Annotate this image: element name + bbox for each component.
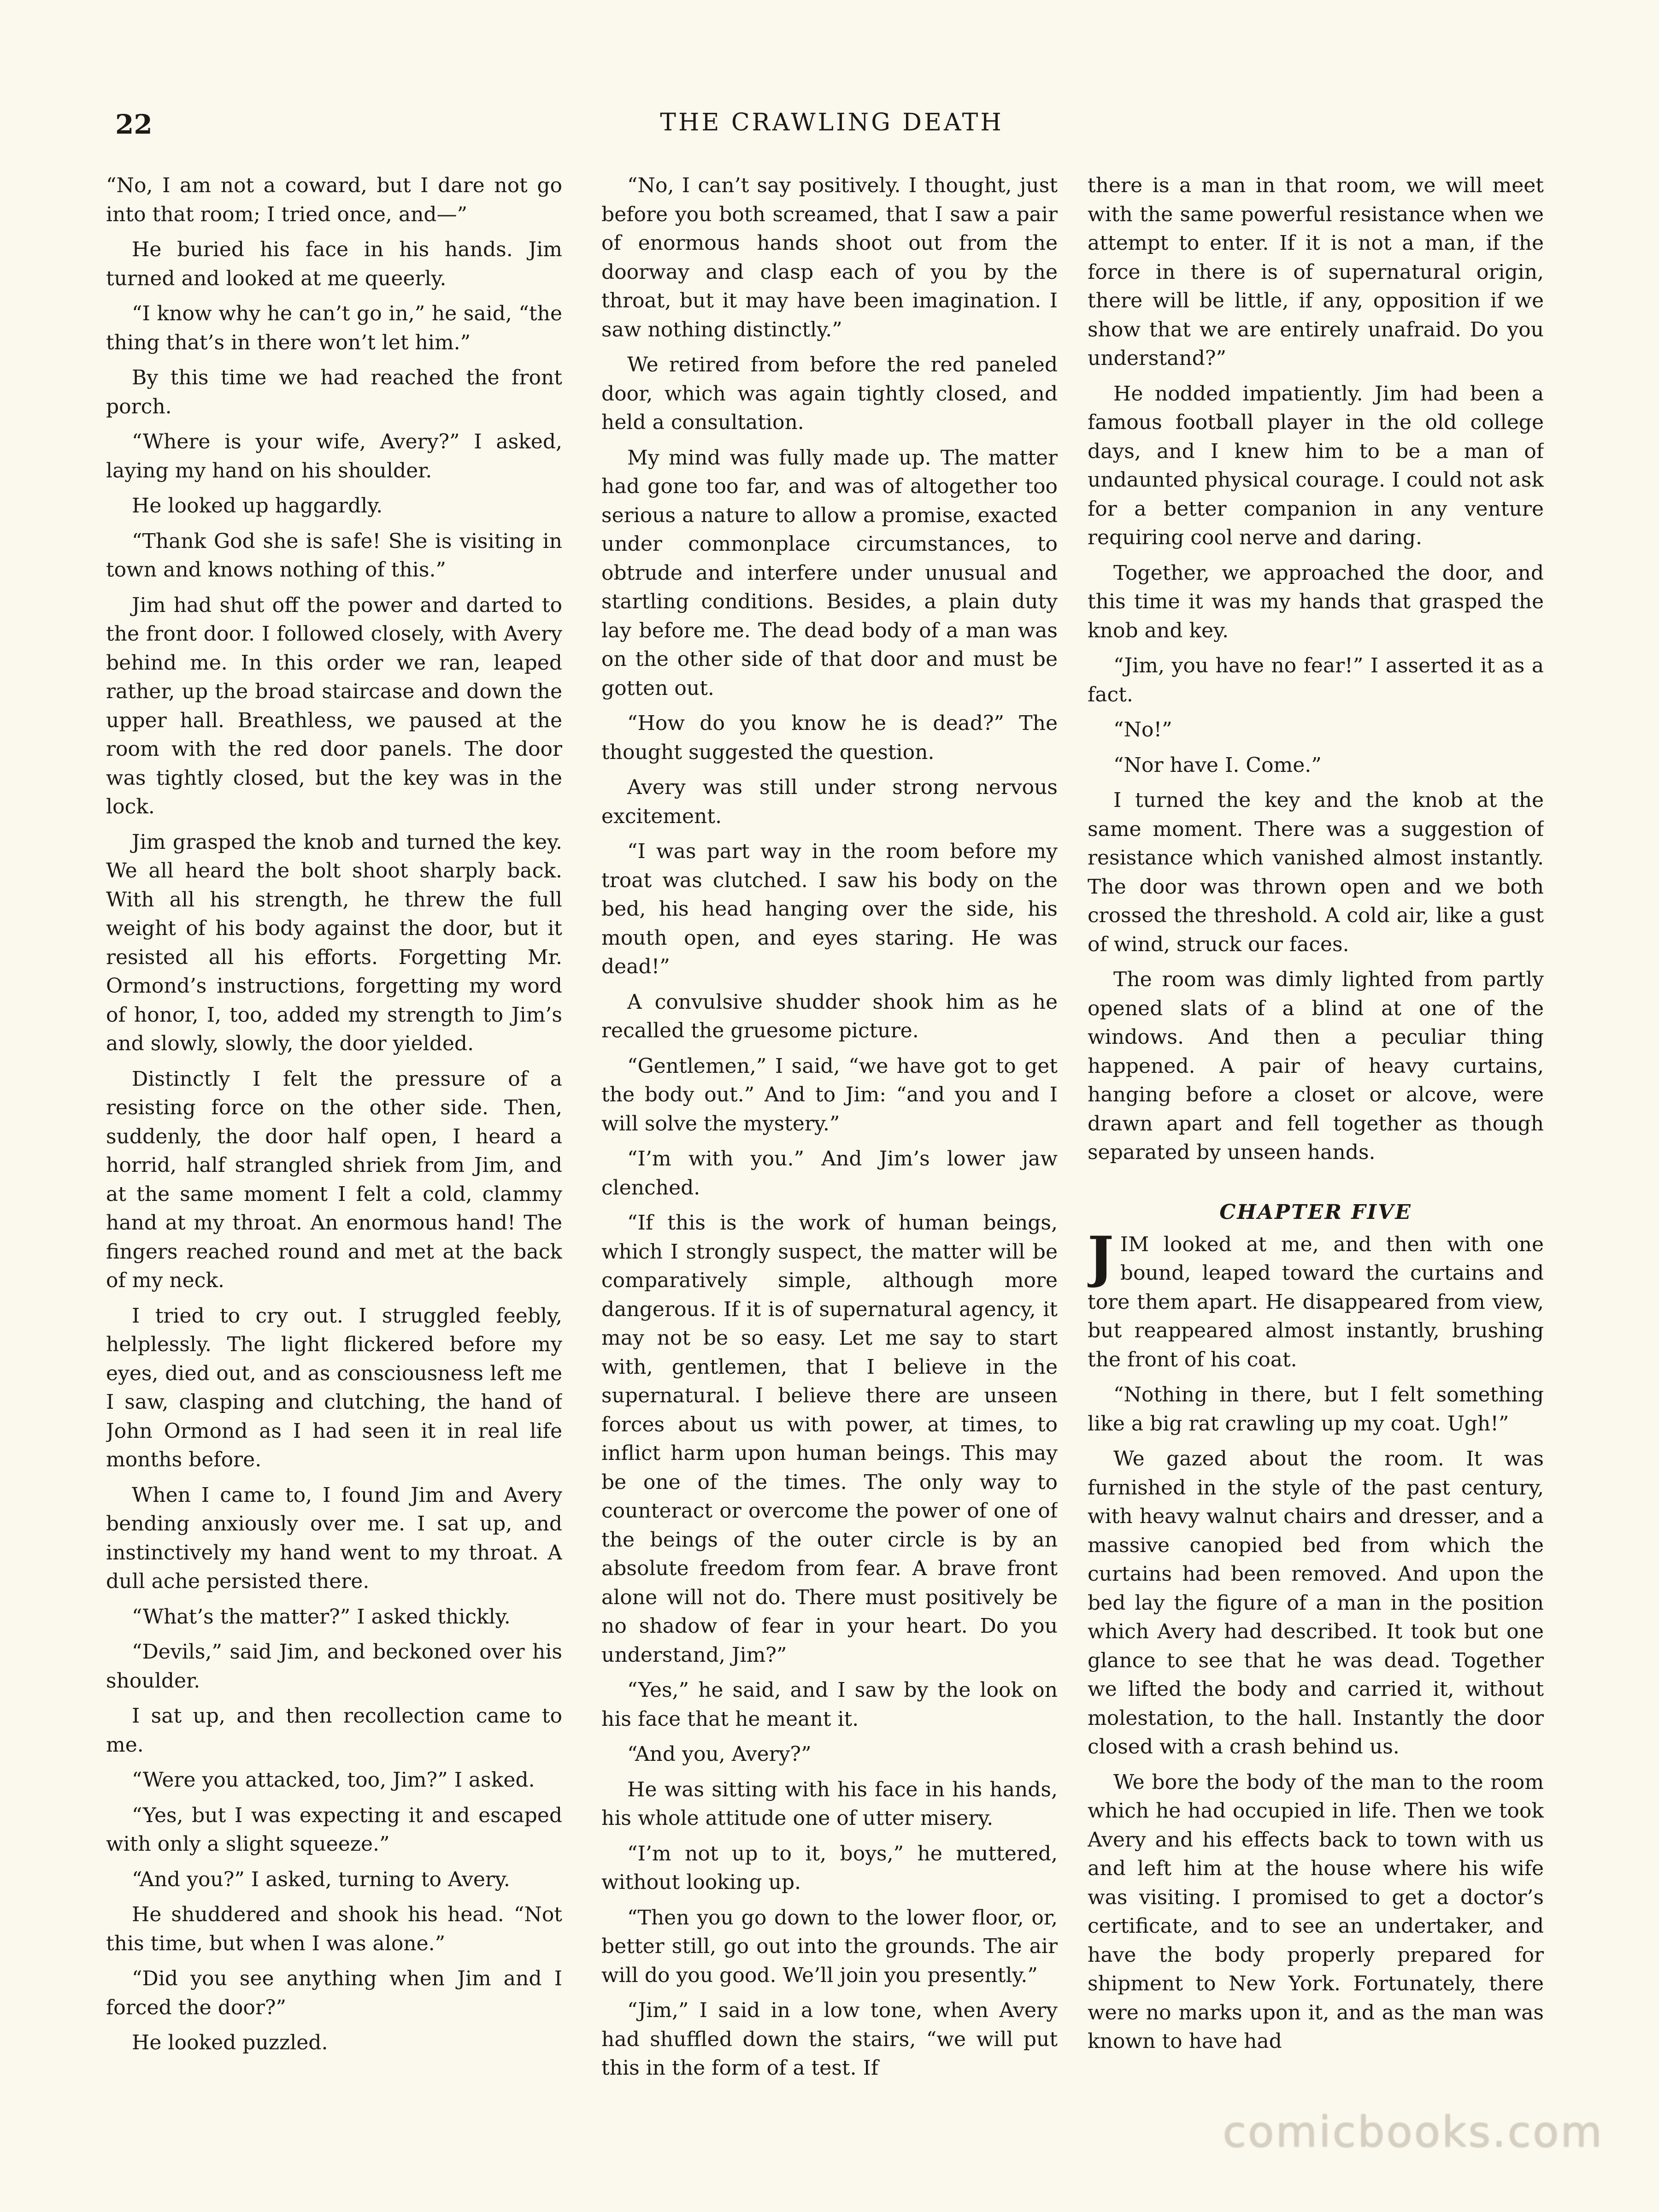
paragraph: Jim had shut off the power and darted to the front door. I followed closely, with Avery behind me. In this order we ran, leaped rather, up the broad staircase and down the upper hall. Breathless, we paused at the room with the red door panels. The door was tightly closed, but the key was in the lock. bbox=[106, 593, 562, 818]
paragraph: “Jim,” I said in a low tone, when Avery had shuffled down the stairs, “we will put this in the form of a test. If bbox=[601, 1999, 1058, 2080]
paragraph: “How do you know he is dead?” The thought suggested the question. bbox=[601, 712, 1058, 764]
paragraph: My mind was fully made up. The matter had gone too far, and was of altogether too serious a nature to allow a promise, exacted under commonplace circumstances, to obtrude and interfere under unusual and startling conditions. Besides, a plain duty lay before me. The dead body of a man was on the other side of that door and must be gotten out. bbox=[601, 446, 1058, 700]
paragraph: “And you?” I asked, turning to Avery. bbox=[132, 1867, 510, 1891]
paragraph: “Gentlemen,” I said, “we have got to get the body out.” And to Jim: “and you and I will solve the mystery.” bbox=[601, 1054, 1058, 1135]
paragraph: “What’s the matter?” I asked thickly. bbox=[132, 1605, 511, 1629]
page-header bbox=[115, 109, 1548, 150]
paragraph: “Where is your wife, Avery?” I asked, laying my hand on his shoulder. bbox=[106, 430, 562, 482]
paragraph: “And you, Avery?” bbox=[627, 1742, 812, 1766]
paragraph: I tried to cry out. I struggled feebly, helplessly. The light flickered before my eyes, died out, and as consciousness left me I saw, clasping and clutching, the hand of John Ormond as I had seen it in real life months before. bbox=[106, 1304, 562, 1471]
text-column-1 bbox=[106, 171, 562, 2102]
chapter-opening-paragraph bbox=[1088, 1224, 1544, 1375]
paragraph: “Yes, but I was expecting it and escaped with only a slight squeeze.” bbox=[106, 1803, 562, 1856]
paragraph: “Nothing in there, but I felt something like a big rat crawling up my coat. Ugh!” bbox=[1088, 1383, 1544, 1435]
paragraph: “Jim, you have no fear!” I asserted it as a fact. bbox=[1088, 654, 1544, 706]
paragraph: I sat up, and then recollection came to me. bbox=[106, 1704, 562, 1757]
paragraph: We gazed about the room. It was furnished in the style of the past century, with heavy walnut chairs and dresser, and a massive canopied bed from which the curtains had been removed. And upon the bed lay the figure of a man in the position which Avery had described. It took but one glance to see that he was dead. Together we lifted the body and carried it, without molestation, to the hall. Instantly the door closed with a crash behind us. bbox=[1088, 1447, 1544, 1759]
paragraph: “Yes,” he said, and I saw by the look on his face that he meant it. bbox=[601, 1678, 1058, 1731]
paragraph: Distinctly I felt the pressure of a resisting force on the other side. Then, suddenly, the door half open, I heard a horrid, half strangled shriek from Jim, and at the same moment I felt a cold, clammy hand at my throat. An enormous hand! The fingers reached round and met at the back of my neck. bbox=[106, 1067, 562, 1292]
paragraph: When I came to, I found Jim and Avery bending anxiously over me. I sat up, and instinctively my hand went to my throat. A dull ache persisted there. bbox=[106, 1483, 562, 1593]
text-column-3 bbox=[1088, 171, 1544, 2102]
paragraph: A convulsive shudder shook him as he recalled the gruesome picture. bbox=[601, 990, 1058, 1042]
paragraph: “Thank God she is safe! She is visiting in town and knows nothing of this.” bbox=[106, 529, 562, 582]
paragraph: “Then you go down to the lower floor, or, better still, go out into the grounds. The air will do you good. We’ll join you presently.” bbox=[601, 1906, 1058, 1987]
page-number: 22 bbox=[115, 109, 153, 140]
paragraph: “I’m not up to it, boys,” he muttered, without looking up. bbox=[601, 1841, 1058, 1894]
paragraph: “Devils,” said Jim, and beckoned over his shoulder. bbox=[106, 1640, 562, 1693]
paragraph: “I know why he can’t go in,” he said, “the thing that’s in there won’t let him.” bbox=[106, 302, 562, 354]
paragraph: He shuddered and shook his head. “Not this time, but when I was alone.” bbox=[106, 1903, 562, 1955]
paragraph: “Nor have I. Come.” bbox=[1113, 753, 1322, 777]
paragraph: Avery was still under strong nervous excitement. bbox=[601, 776, 1058, 828]
paragraph: He was sitting with his face in his hands, his whole attitude one of utter misery. bbox=[601, 1777, 1058, 1830]
paragraph: “No!” bbox=[1113, 718, 1172, 741]
chapter-opening-text: IM looked at me, and then with one bound, leaped toward the curtains and tore them apart. He disappeared from view, but reappeared almost instantly, brushing the front of his coat. bbox=[1088, 1232, 1544, 1371]
paragraph: there is a man in that room, we will meet with the same powerful resistance when we attempt to enter. If it is not a man, if the force in there is of supernatural origin, there will be little, if any, opposition if we show that we are entirely unafraid. Do you understand?” bbox=[1088, 174, 1544, 370]
paragraph: The room was dimly lighted from partly opened slats of a blind at one of the windows. And then a peculiar thing happened. A pair of heavy curtains, hanging before a closet or alcove, were drawn apart and fell together as though separated by unseen hands. bbox=[1088, 968, 1544, 1164]
paragraph: We bore the body of the man to the room which he had occupied in life. Then we took Avery and his effects back to town with us and left him at the house where his wife was visiting. I promised to get a doctor’s certificate, and to see an undertaker, and have the body properly prepared for shipment to New York. Fortunately, there were no marks upon it, and as the man was known to have had bbox=[1088, 1770, 1544, 2053]
paragraph: He buried his face in his hands. Jim turned and looked at me queerly. bbox=[106, 238, 562, 290]
paragraph: By this time we had reached the front porch. bbox=[106, 366, 562, 418]
paragraph: Together, we approached the door, and this time it was my hands that grasped the knob and key. bbox=[1088, 561, 1544, 642]
watermark: comicbooks.com bbox=[1223, 2107, 1604, 2157]
paragraph: He looked puzzled. bbox=[132, 2031, 328, 2054]
paragraph: “If this is the work of human beings, which I strongly suspect, the matter will be comparatively simple, although more dangerous. If it is of supernatural agency, it may not be so easy. Let me say to start with, gentlemen, that I believe in the supernatural. I believe there are unseen forces about us with power, at times, to inflict harm upon human beings. This may be one of the times. The only way to counteract or overcome the power of one of the beings of the outer circle is by an absolute freedom from fear. A brave front alone will not do. There must positively be no shadow of fear in your heart. Do you understand, Jim?” bbox=[601, 1211, 1058, 1667]
paragraph: “Were you attacked, too, Jim?” I asked. bbox=[132, 1768, 535, 1792]
paragraph: We retired from before the red paneled door, which was again tightly closed, and held a consultation. bbox=[601, 353, 1058, 434]
paragraph: “Did you see anything when Jim and I forced the door?” bbox=[106, 1967, 562, 2019]
drop-cap: J bbox=[1088, 1224, 1114, 1289]
chapter-heading: CHAPTER FIVE bbox=[1219, 1200, 1412, 1224]
text-column-2 bbox=[601, 171, 1058, 2102]
running-title: THE CRAWLING DEATH bbox=[660, 109, 1004, 136]
paragraph: “No, I am not a coward, but I dare not go into that room; I tried once, and—” bbox=[106, 174, 562, 226]
paragraph: I turned the key and the knob at the same moment. There was a suggestion of resistance which vanished almost instantly. The door was thrown open and we both crossed the threshold. A cold air, like a gust of wind, struck our faces. bbox=[1088, 788, 1544, 956]
paragraph: Jim grasped the knob and turned the key. We all heard the bolt shoot sharply back. With all his strength, he threw the full weight of his body against the door, but it resisted all his efforts. Forgetting Mr. Ormond’s instructions, forgetting my word of honor, I, too, added my strength to Jim’s and slowly, slowly, the door yielded. bbox=[106, 830, 562, 1055]
paragraph: “I was part way in the room before my troat was clutched. I saw his body on the bed, his head hanging over the side, his mouth open, and eyes staring. He was dead!” bbox=[601, 840, 1058, 978]
paragraph: “No, I can’t say positively. I thought, just before you both screamed, that I saw a pair of enormous hands shoot out from the doorway and clasp each of you by the throat, but it may have been imagination. I saw nothing distinctly.” bbox=[601, 174, 1058, 341]
paragraph: He looked up haggardly. bbox=[132, 494, 383, 518]
paragraph: He nodded impatiently. Jim had been a famous football player in the old college days, and I knew him to be a man of undaunted physical courage. I could not ask for a better companion in any venture requiring cool nerve and daring. bbox=[1088, 382, 1544, 549]
paragraph: “I’m with you.” And Jim’s lower jaw clenched. bbox=[601, 1147, 1058, 1200]
